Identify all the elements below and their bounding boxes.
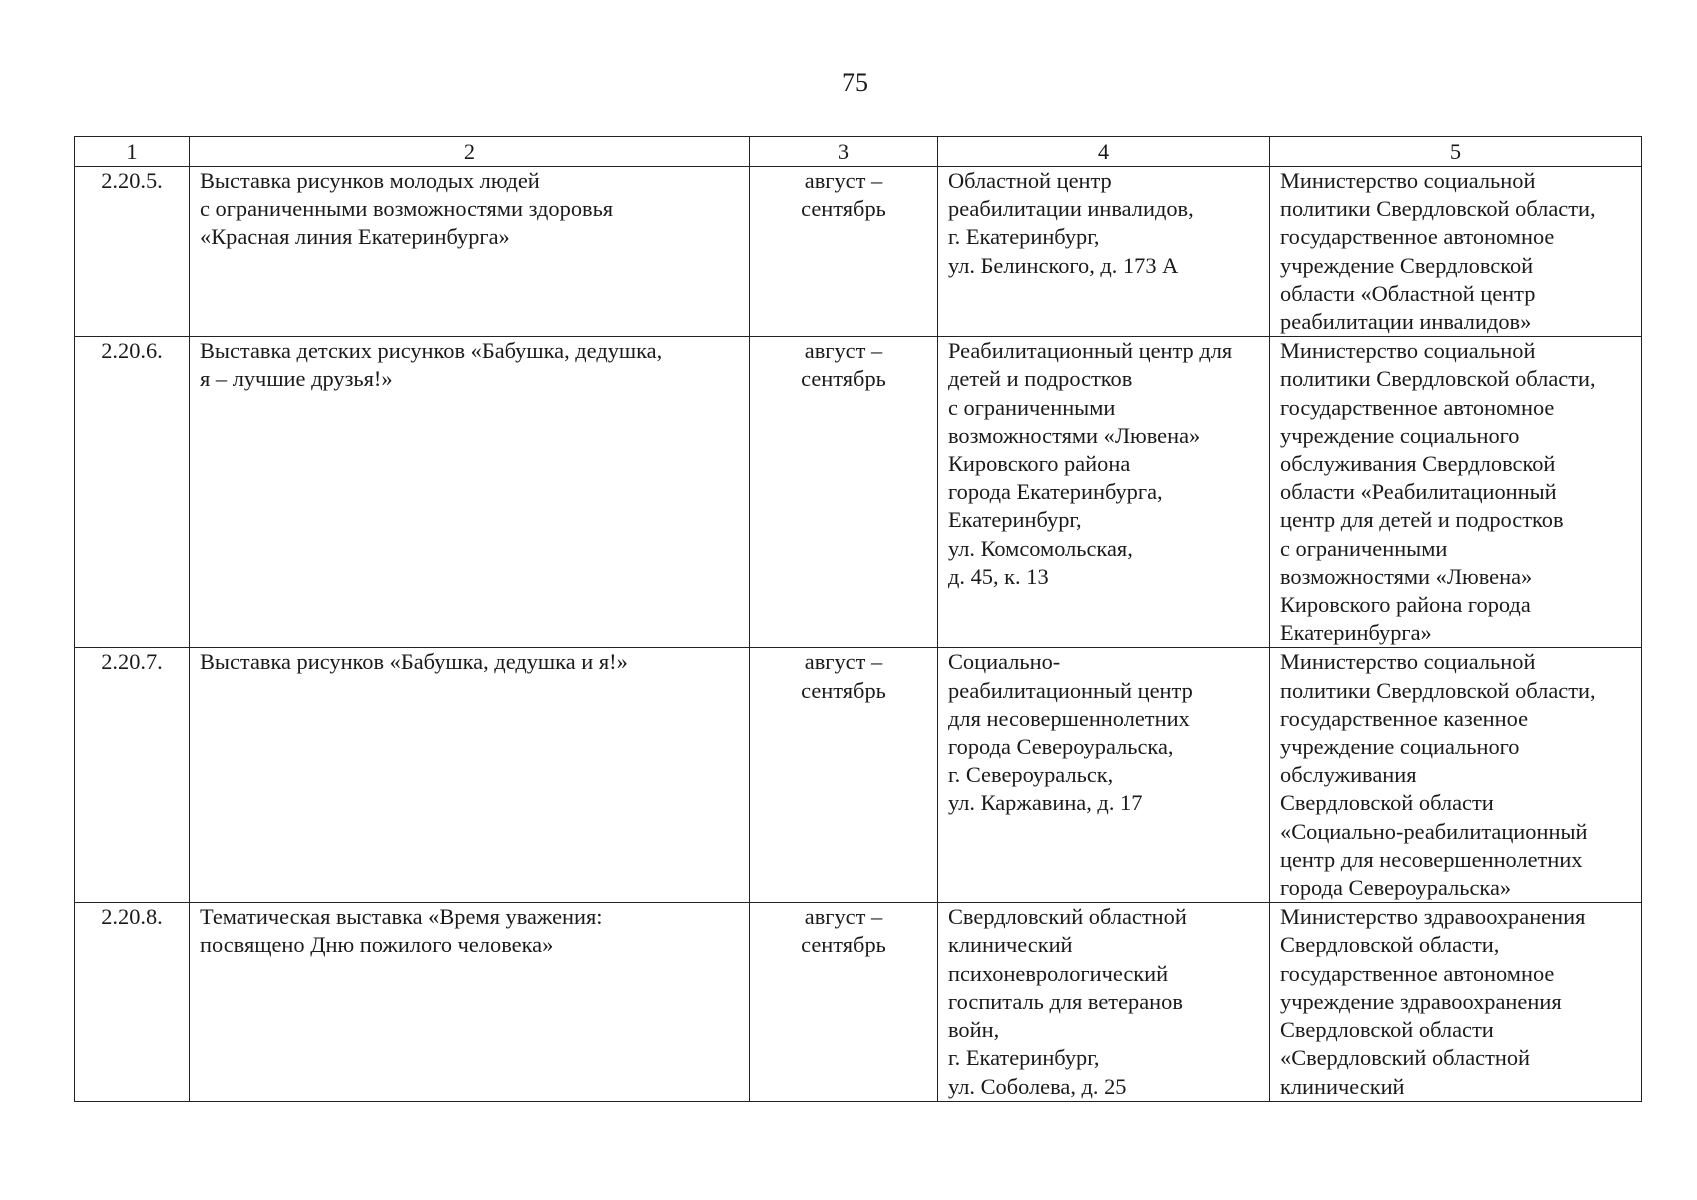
responsible-org: Министерство здравоохранения Свердловской области, государственное автономное учреждение здравоохранения Свердловской области «Свердловский областной клинический [1270, 903, 1642, 1101]
event-period: август – сентябрь [750, 167, 938, 337]
header-col-5: 5 [1270, 137, 1642, 167]
item-number: 2.20.7. [75, 648, 190, 903]
header-col-4: 4 [938, 137, 1270, 167]
header-row [75, 137, 1642, 167]
responsible-org: Министерство социальной политики Свердловской области, государственное автономное учреждение социального обслуживания Свердловской области «Реабилитационный центр для детей и подростков с ограниченными возможностями «Лювена» Кировского района города Екатеринбурга» [1270, 337, 1642, 648]
events-table [74, 136, 1642, 1102]
table-row [75, 903, 1642, 1101]
event-period: август – сентябрь [750, 903, 938, 1101]
responsible-org: Министерство социальной политики Свердловской области, государственное казенное учреждение социального обслуживания Свердловской области «Социально-реабилитационный центр для несовершеннолетних города Североуральска» [1270, 648, 1642, 903]
table-row [75, 337, 1642, 648]
item-number: 2.20.8. [75, 903, 190, 1101]
event-place: Свердловский областной клинический психоневрологический госпиталь для ветеранов войн, г. Екатеринбург, ул. Соболева, д. 25 [938, 903, 1270, 1101]
event-name: Выставка рисунков «Бабушка, дедушка и я!» [190, 648, 750, 903]
event-period: август – сентябрь [750, 337, 938, 648]
table-row [75, 167, 1642, 337]
header-col-1: 1 [75, 137, 190, 167]
event-name: Выставка детских рисунков «Бабушка, дедушка, я – лучшие друзья!» [190, 337, 750, 648]
event-place: Областной центр реабилитации инвалидов, г. Екатеринбург, ул. Белинского, д. 173 А [938, 167, 1270, 337]
item-number: 2.20.5. [75, 167, 190, 337]
event-name: Выставка рисунков молодых людей с ограниченными возможностями здоровья «Красная линия Екатеринбурга» [190, 167, 750, 337]
item-number: 2.20.6. [75, 337, 190, 648]
page-number: 75 [842, 68, 868, 97]
event-name: Тематическая выставка «Время уважения: посвящено Дню пожилого человека» [190, 903, 750, 1101]
responsible-org: Министерство социальной политики Свердловской области, государственное автономное учреждение Свердловской области «Областной центр реабилитации инвалидов» [1270, 167, 1642, 337]
header-col-2: 2 [190, 137, 750, 167]
table-row [75, 648, 1642, 903]
event-period: август – сентябрь [750, 648, 938, 903]
header-col-3: 3 [750, 137, 938, 167]
event-place: Реабилитационный центр для детей и подростков с ограниченными возможностями «Лювена» Кировского района города Екатеринбурга, Екатеринбург, ул. Комсомольская, д. 45, к. 13 [938, 337, 1270, 648]
event-place: Социально- реабилитационный центр для несовершеннолетних города Североуральска, г. Североуральск, ул. Каржавина, д. 17 [938, 648, 1270, 903]
